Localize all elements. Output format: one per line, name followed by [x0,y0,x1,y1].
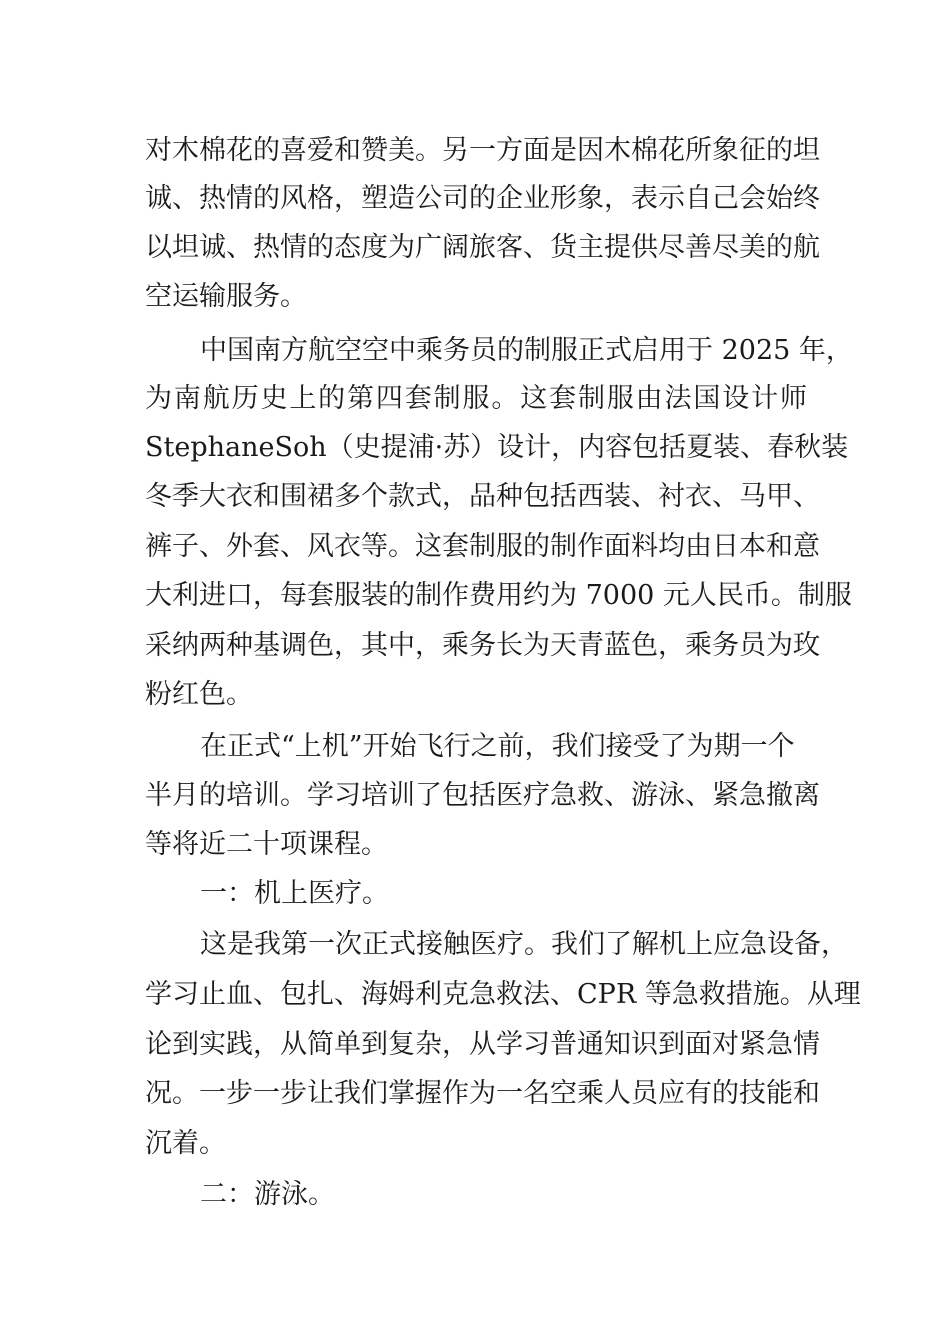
text-line: 大利进口，每套服装的制作费用约为 7000 元人民币。制服 [145,580,852,611]
text-line: 采纳两种基调色，其中，乘务长为天青蓝色，乘务员为玫 [145,630,820,661]
text-line: 冬季大衣和围裙多个款式，品种包括西装、衬衣、马甲、 [145,481,820,512]
text-line: 以坦诚、热情的态度为广阔旅客、货主提供尽善尽美的航 [145,232,820,263]
text-line: 粉红色。 [145,679,253,710]
text-line: 等将近二十项课程。 [145,829,388,860]
text-line: 为南航历史上的第四套制服。这套制服由法国设计师 [145,383,807,414]
section-heading: 二：游泳。 [200,1179,335,1210]
text-line: StephaneSoh（史提浦·苏）设计，内容包括夏装、春秋装 [145,432,849,463]
text-line: 对木棉花的喜爱和赞美。另一方面是因木棉花所象征的坦 [145,135,820,166]
text-line: 半月的培训。学习培训了包括医疗急救、游泳、紧急撤离 [145,780,820,811]
text-line: 诚、热情的风格，塑造公司的企业形象，表示自己会始终 [145,183,820,214]
text-line: 学习止血、包扎、海姆利克急救法、CPR 等急救措施。从理 [145,979,861,1010]
text-line: 裤子、外套、风衣等。这套制服的制作面料均由日本和意 [145,531,820,562]
paragraph-start-line: 在正式“上机”开始飞行之前，我们接受了为期一个 [200,731,795,762]
text-line: 空运输服务。 [145,281,307,312]
paragraph-start-line: 这是我第一次正式接触医疗。我们了解机上应急设备， [200,929,848,960]
paragraph-start-line: 中国南方航空空中乘务员的制服正式启用于 2025 年， [200,335,853,366]
text-line: 况。一步一步让我们掌握作为一名空乘人员应有的技能和 [145,1078,820,1109]
section-heading: 一：机上医疗。 [200,878,389,909]
text-line: 论到实践，从简单到复杂，从学习普通知识到面对紧急情 [145,1029,820,1060]
text-line: 沉着。 [145,1128,226,1159]
